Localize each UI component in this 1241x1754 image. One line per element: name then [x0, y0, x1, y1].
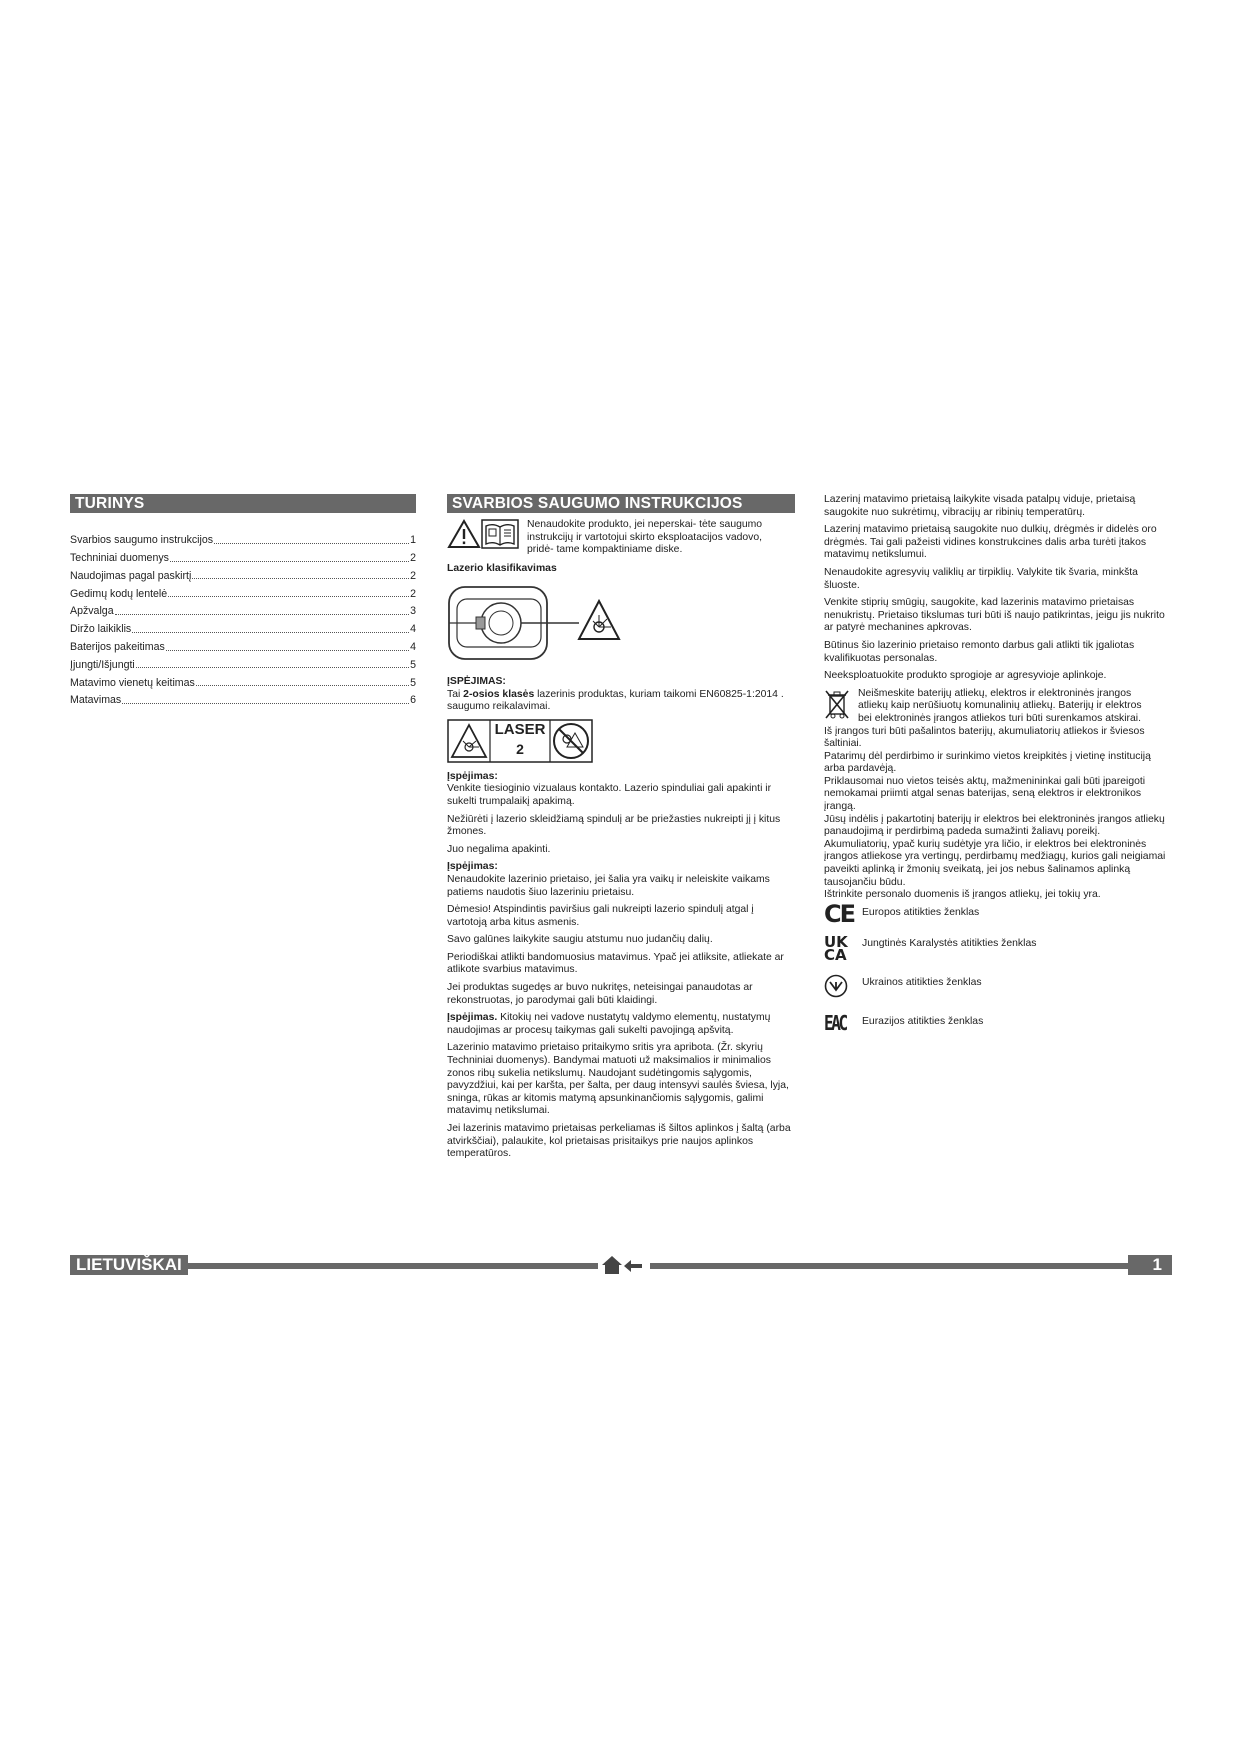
footer-language: LIETUVIŠKAI — [70, 1255, 188, 1275]
toc-item[interactable]: Matavimo vienetų keitimas 5 — [70, 676, 416, 689]
read-manual-text: Nenaudokite produkto, jei neperskai- tėte saugumo instrukcijų ir vartotojui skirto eksploatacijos vadovo, pridė- tame kompaktiniame diske. — [527, 519, 763, 556]
safety-paragraph: Venkite stiprių smūgių, saugokite, kad lazerinis matavimo prietaisas nenukristų. Prietaiso tikslumas turi būti iš naujo patikrintas, jeigu jis nukrito ar patyrė mechanines apkrovas. — [824, 597, 1165, 634]
safety-paragraph: Periodiškai atlikti bandomuosius matavimus. Ypač jei atliksite, atliekate ar atlikote svarbius matavimus. — [447, 951, 784, 976]
safety-paragraph: Lazerinį matavimo prietaisą laikykite visada patalpų viduje, prietaisą saugokite nuo sukrėtimų, vibracijų ar ribinių temperatūrų. — [824, 494, 1136, 518]
back-arrow-icon — [624, 1260, 642, 1272]
safety-paragraph: Nenaudokite agresyvių valiklių ar tirpiklių. Valykite tik švaria, minkšta šluoste. — [824, 566, 1138, 591]
safety-paragraph: Būtinus šio lazerinio prietaiso remonto darbus gali atlikti tik įgaliotas kvalifikuotas personalas. — [824, 639, 1135, 664]
toc-item[interactable]: Apžvalga 3 — [70, 605, 416, 618]
caution-heading: Įspėjimas: — [447, 770, 498, 782]
toc-item[interactable]: Naudojimas pagal paskirtį 2 — [70, 569, 416, 582]
safety-column — [447, 494, 795, 1166]
ce-conformity — [824, 899, 1172, 928]
ukca-mark-icon: UK CA — [824, 933, 848, 965]
read-manual-book-icon — [481, 519, 519, 554]
caution-heading: Įspėjimas: — [447, 861, 498, 873]
safety-paragraph: Savo galūnes laikykite saugiu atstumu nuo judančių dalių. — [447, 934, 713, 946]
toc-item[interactable]: Gedimų kodų lentelė 2 — [70, 587, 416, 600]
disposal-paragraph: Ištrinkite personalo duomenis iš įrangos atliekų, jei tokių yra. — [824, 889, 1101, 901]
eac-mark-icon: EAC — [824, 1011, 846, 1035]
laser-class-heading: Lazerio klasifikavimas — [447, 562, 557, 574]
laser-class-value: LASER 2 — [494, 720, 546, 757]
toc-item[interactable]: Svarbios saugumo instrukcijos 1 — [70, 534, 416, 547]
disposal-paragraph: Patarimų dėl perdirbimo ir surinkimo vietos kreipkitės į vietinę instituciją arba pardavėją. — [824, 750, 1151, 775]
ukca-conformity — [824, 933, 1172, 965]
warning-triangle-icon — [447, 519, 481, 554]
toc-item[interactable]: Techniniai duomenys 2 — [70, 552, 416, 564]
page-number: 1 — [1128, 1255, 1172, 1275]
ce-label: Europos atitikties ženklas — [862, 906, 980, 918]
page-footer — [70, 1255, 1172, 1277]
safety-paragraph: Neeksploatuokite produkto sprogioje ar agresyvioje aplinkoje. — [824, 670, 1107, 682]
disposal-paragraph: Iš įrangos turi būti pašalintos baterijų, akumuliatorių atliekos ir šviesos šaltiniai. — [824, 725, 1145, 750]
disposal-paragraph: Jūsų indėlis į pakartotinį baterijų ir elektros bei elektroninės įrangos atliekų panaudojimą ir perdirbimą padeda sumažinti žaliavų poreikį. — [824, 813, 1165, 838]
ua-label: Ukrainos atitikties ženklas — [862, 977, 982, 989]
crossed-bin-icon — [824, 688, 850, 725]
toc-item[interactable]: Baterijos pakeitimas 4 — [70, 640, 416, 653]
ukca-label: Jungtinės Karalystės atitikties ženklas — [862, 938, 1037, 950]
caution-text: Nenaudokite lazerinio prietaiso, jei šalia yra vaikų ir neleiskite vaikams patiems naudotis šiuo lazeriniu prietaisu. — [447, 873, 770, 898]
safety-paragraph: Lazerinio matavimo prietaiso pritaikymo sritis yra apribota. (Žr. skyrių Techniniai duomenys). Bandymai matuoti už maksimalios ir minimalios zonos ribų sukelia netikslumų. Naudojant sudėtingomis sąlygomis, pavyzdžiui, kai per karšta, per šalta, per daug intensyvi saulės šviesa, lyja, sninga, rūkas ar kitomis matymą apsunkinančiomis sąlygomis, galimi matavimų netikslumai. — [447, 1042, 789, 1117]
weee-text: Neišmeskite baterijų atliekų, elektros ir elektroninės įrangos atliekų kaip nerūšiuotų komunalinių atliekų. Baterijų ir elektros bei elektroninės įrangos atliekos turi būti surenkamos atskirai. — [858, 687, 1142, 724]
safety-title: SVARBIOS SAUGUMO INSTRUKCIJOS — [447, 494, 795, 513]
toc-column — [70, 494, 416, 707]
disposal-paragraph: Akumuliatorių, ypač kurių sudėtyje yra ličio, ir elektros bei elektroninės įrangos atliekose yra vertingų, perdirbamų medžiagų, kurios gali neigiamai paveikti aplinką ir žmonių sveikatą, jei jos nebus šalinamos aplinką tausojančiu būdu. — [824, 838, 1166, 888]
home-back-nav[interactable] — [598, 1254, 650, 1276]
safety-paragraph: Jei produktas sugedęs ar buvo nukritęs, neteisingai panaudotas ar rekonstruotas, jo parodymai gali būti klaidingi. — [447, 982, 753, 1006]
toc-item[interactable]: Diržo laikiklis 4 — [70, 623, 416, 636]
safety-paragraph: Įspėjimas. Kitokių nei vadove nustatytų valdymo elementų, nustatymų naudojimas ar procesų taikymas gali sukelti pavojingą apšvitą. — [447, 1012, 771, 1036]
ua-conformity — [824, 974, 1172, 1003]
laser-class-label — [447, 719, 795, 763]
right-column — [824, 494, 1172, 1043]
caution-text: Venkite tiesioginio vizualaus kontakto. Lazerio spinduliai gali apakinti ir sukelti trumpalaikį apakimą. — [447, 783, 772, 807]
eac-conformity — [824, 1011, 1172, 1035]
read-manual-notice — [447, 519, 795, 557]
toc-list — [70, 529, 416, 707]
weee-notice — [824, 688, 1172, 726]
warning-heading: ĮSPĖJIMAS: — [447, 675, 506, 687]
safety-paragraph: Lazerinį matavimo prietaisą saugokite nuo dulkių, drėgmės ir didelės oro drėgmės. Tai gali pažeisti vidines konstrukcines dalis arba turėti įtakos matavimų netikslumui. — [824, 524, 1157, 561]
device-laser-illustration — [447, 583, 795, 668]
safety-paragraph: Dėmesio! Atspindintis paviršius gali nukreipti lazerio spindulį atgal į vartotoją arba kitus asmenis. — [447, 904, 754, 928]
ce-mark-icon: CE — [824, 899, 855, 928]
caution-text: Nežiūrėti į lazerio skleidžiamą spindulį ar be priežasties nukreipti jį į kitus žmones. — [447, 813, 781, 838]
caution-text: Juo negalima apakinti. — [447, 843, 551, 855]
laser-class-text: Tai 2-osios klasės lazerinis produktas, kuriam taikomi EN60825-1:2014 . saugumo reikalavimai. — [447, 688, 784, 713]
toc-item[interactable]: Įjungti/Išjungti 5 — [70, 658, 416, 671]
home-icon — [602, 1256, 622, 1274]
disposal-paragraph: Priklausomai nuo vietos teisės aktų, mažmenininkai gali būti įpareigoti nemokamai priimti atgal senas baterijas, seną elektros ir elektronikos įrangą. — [824, 775, 1146, 813]
safety-paragraph: Jei lazerinis matavimo prietaisas perkeliamas iš šiltos aplinkos į šaltą (arba atvirkščiai), palaukite, kol prietaisas prisitaikys prie naujos aplinkos temperatūros. — [447, 1123, 791, 1160]
ua-mark-icon — [824, 974, 860, 1003]
toc-title: TURINYS — [70, 494, 416, 513]
eac-label: Eurazijos atitikties ženklas — [862, 1015, 984, 1027]
toc-item[interactable]: Matavimas 6 — [70, 694, 416, 707]
